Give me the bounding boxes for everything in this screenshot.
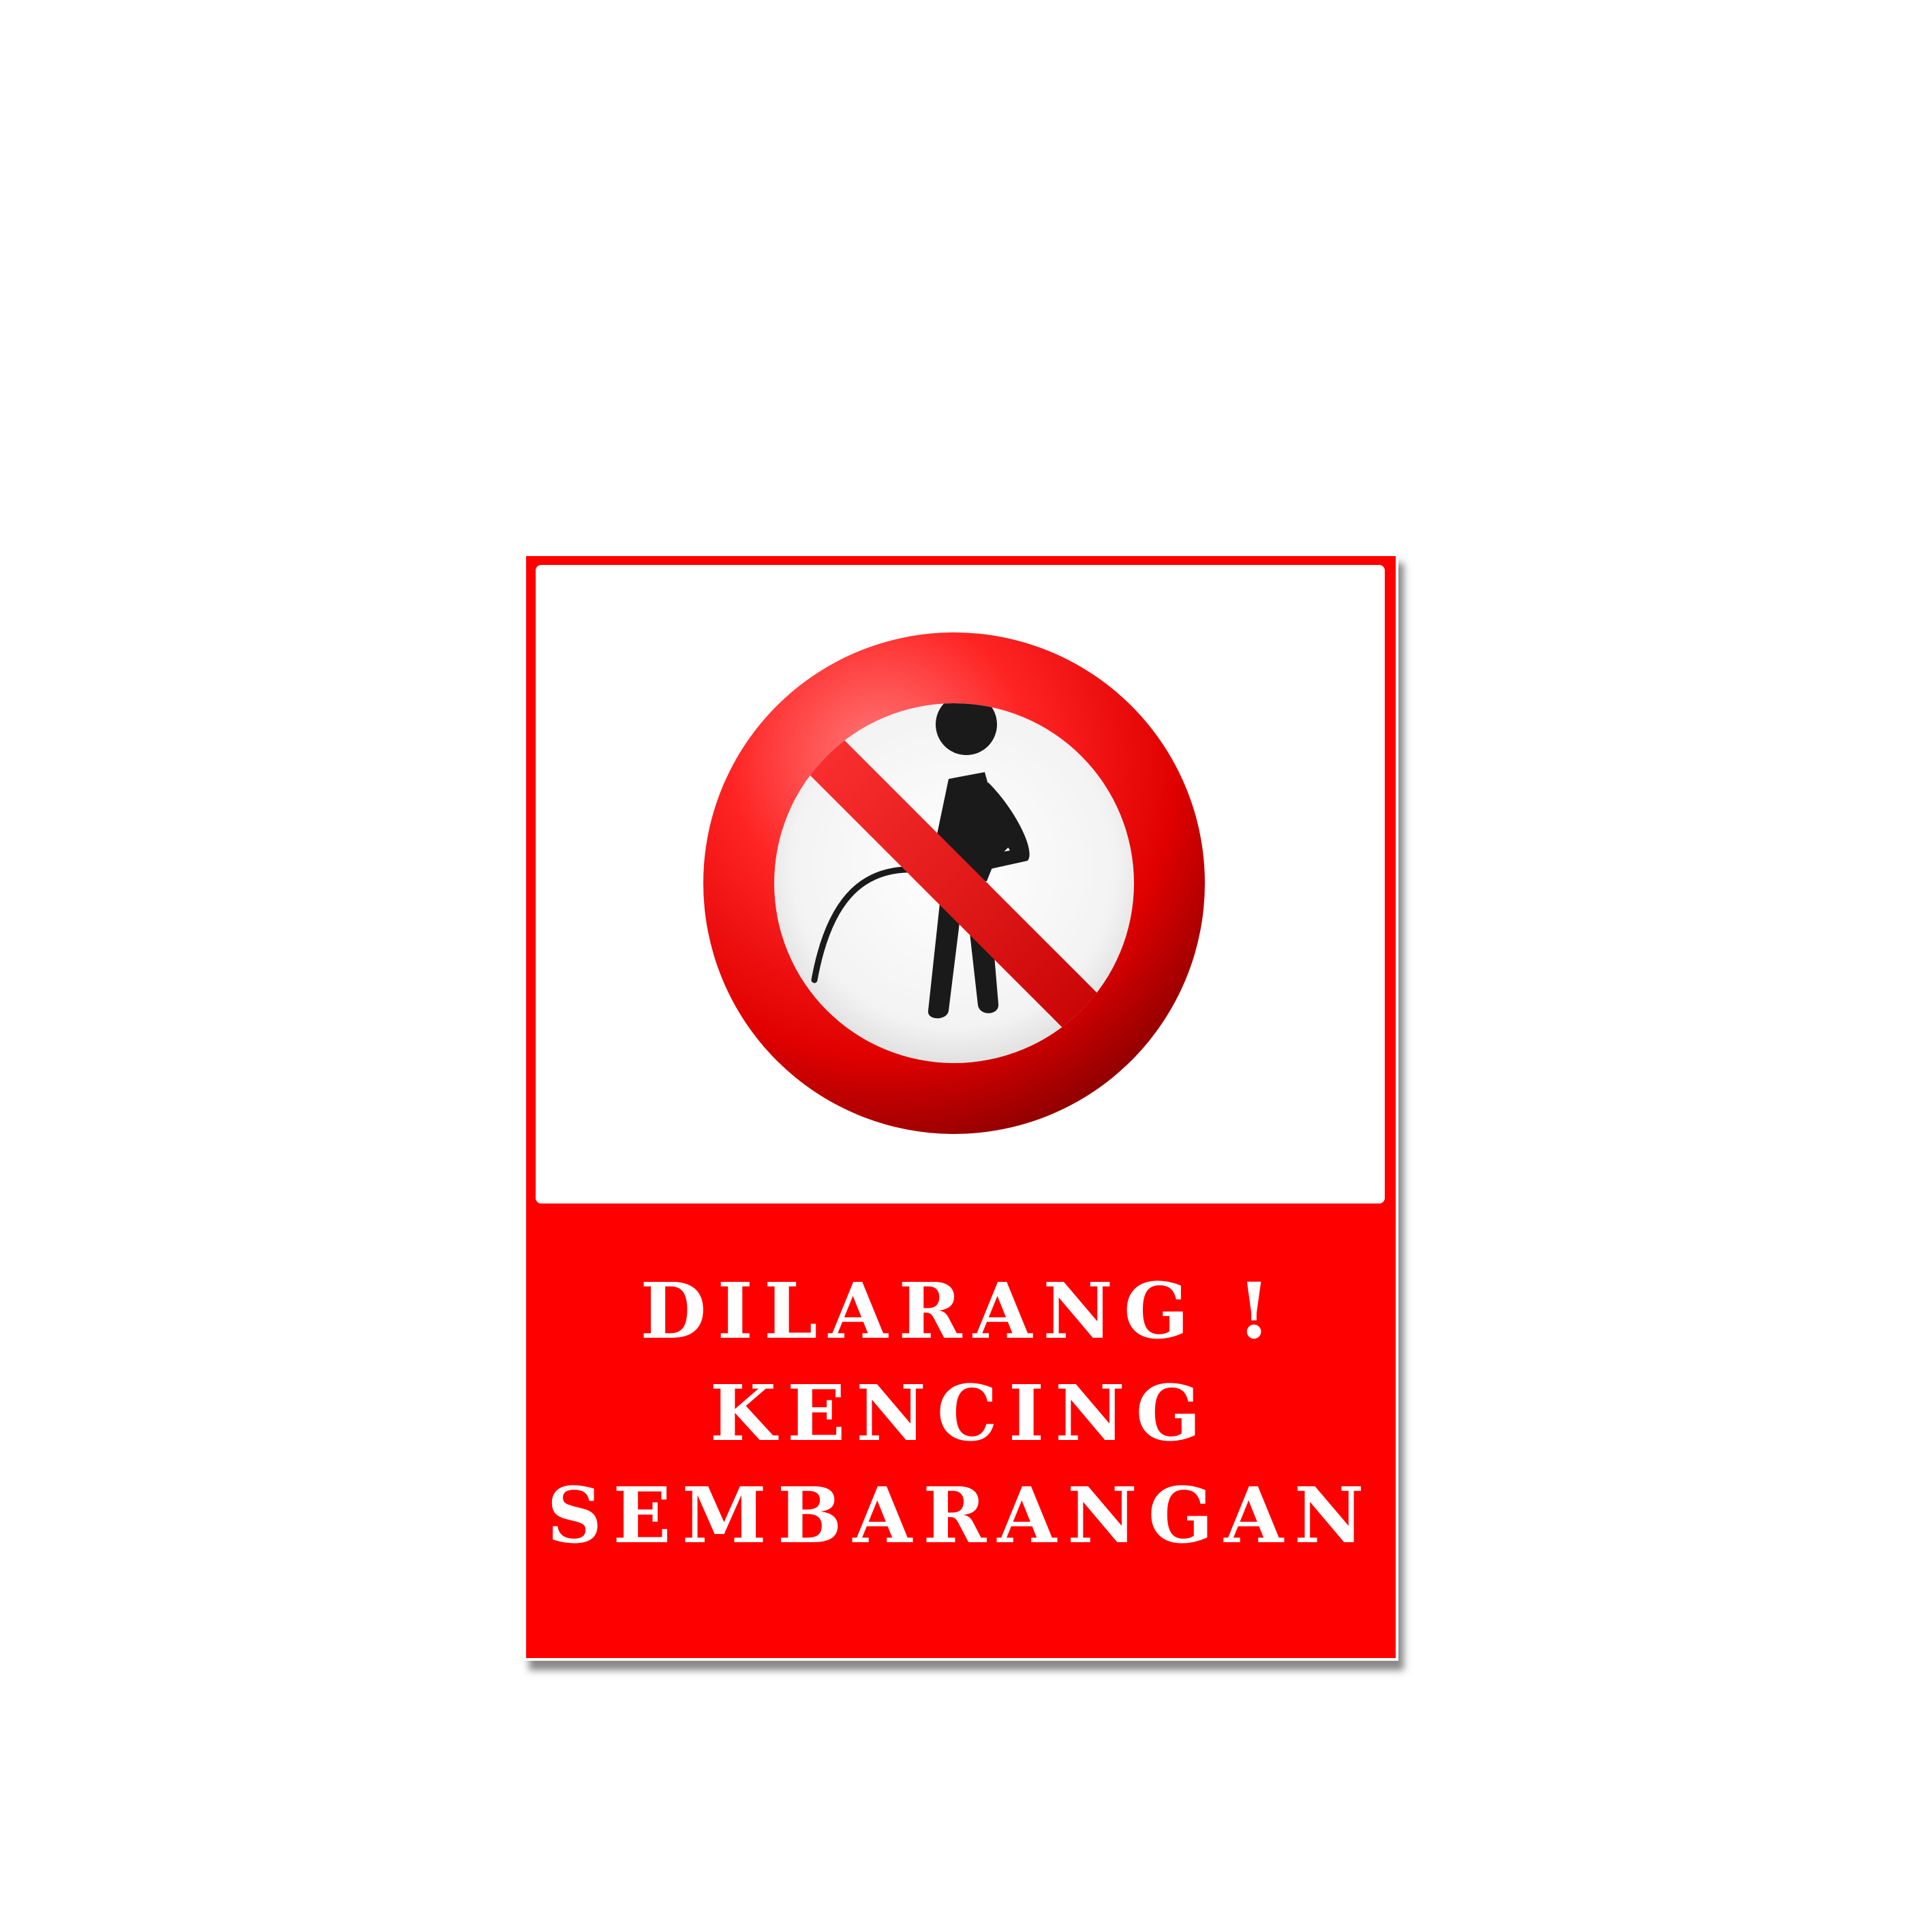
sign-caption [523, 1261, 1398, 1567]
headline-text: DILARANG ! [640, 1267, 1282, 1356]
caption-line-2: KENCING [709, 1369, 1212, 1458]
no-urinating-icon [695, 626, 1213, 1144]
caption-line-3: SEMBARANGAN [547, 1471, 1375, 1561]
